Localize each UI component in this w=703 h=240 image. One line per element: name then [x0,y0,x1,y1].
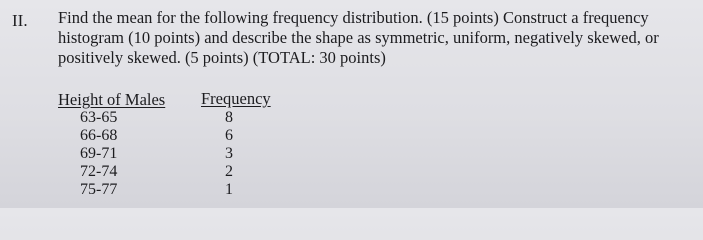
height-range-cell: 72-74 [80,163,118,180]
frequency-cell: 2 [225,163,233,180]
frequency-column-header: Frequency [201,89,271,108]
question-number: II. [12,11,28,30]
height-range-cell: 66-68 [80,127,118,144]
height-range-cell: 63-65 [80,109,118,126]
question-text-line-3: positively skewed. (5 points) (TOTAL: 30 points) [58,48,386,67]
frequency-cell: 1 [225,181,233,198]
frequency-cell: 6 [225,127,233,144]
height-range-cell: 75-77 [80,181,118,198]
height-range-cell: 69-71 [80,145,118,162]
frequency-cell: 8 [225,109,233,126]
question-text-line-1: Find the mean for the following frequency distribution. (15 points) Construct a frequency [58,8,649,27]
frequency-cell: 3 [225,145,233,162]
question-text-line-2: histogram (10 points) and describe the shape as symmetric, uniform, negatively skewed, or [58,28,659,47]
height-column-header: Height of Males [58,90,166,109]
